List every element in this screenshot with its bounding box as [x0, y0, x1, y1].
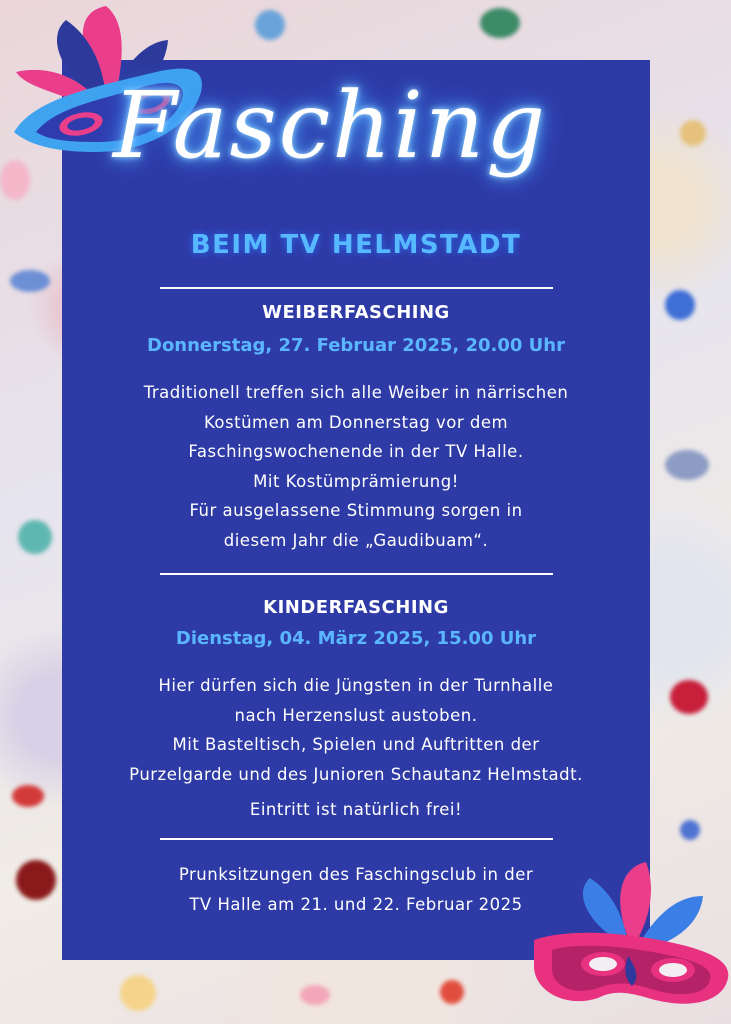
- confetti-dot: [670, 680, 708, 714]
- event-description: [62, 378, 650, 555]
- confetti-dot: [255, 10, 285, 40]
- confetti-dot: [440, 980, 464, 1004]
- carnival-mask-icon: [528, 858, 731, 1018]
- confetti-dot: [300, 985, 330, 1005]
- confetti-dot: [120, 975, 156, 1011]
- event-description: [62, 671, 650, 789]
- confetti-dot: [10, 270, 50, 292]
- confetti-dot: [480, 8, 520, 38]
- confetti-dot: [665, 450, 709, 480]
- page-title: Fasching: [113, 72, 547, 179]
- event-date: Dienstag, 04. März 2025, 15.00 Uhr: [175, 628, 537, 649]
- divider: [160, 838, 553, 840]
- event-heading: WEIBERFASCHING: [262, 302, 450, 323]
- description-line: Traditionell treffen sich alle Weiber in närrischen: [143, 383, 569, 402]
- confetti-dot: [16, 860, 56, 900]
- description-line: Mit Kostümprämierung!: [253, 471, 459, 491]
- event-note: Eintritt ist natürlich frei!: [249, 800, 463, 819]
- confetti-dot: [18, 520, 52, 554]
- divider: [160, 287, 553, 289]
- footer-line: TV Halle am 21. und 22. Februar 2025: [189, 894, 523, 914]
- description-line: Kostümen am Donnerstag vor dem: [203, 412, 509, 432]
- description-line: diesem Jahr die „Gaudibuam“.: [223, 530, 489, 550]
- event-heading: KINDERFASCHING: [263, 597, 449, 618]
- description-line: Hier dürfen sich die Jüngsten in der Turnhalle: [158, 676, 554, 695]
- page-subtitle: BEIM TV HELMSTADT: [190, 230, 522, 260]
- confetti-dot: [12, 785, 44, 807]
- description-line: Für ausgelassene Stimmung sorgen in: [189, 501, 523, 520]
- description-line: Mit Basteltisch, Spielen und Auftritten der: [172, 735, 540, 754]
- description-line: nach Herzenslust austoben.: [234, 705, 478, 725]
- divider: [160, 573, 553, 575]
- description-line: Faschingswochenende in der TV Halle.: [188, 442, 524, 461]
- footer-line: Prunksitzungen des Faschingsclub in der: [178, 865, 534, 884]
- confetti-dot: [680, 820, 700, 840]
- event-date: Donnerstag, 27. Februar 2025, 20.00 Uhr: [147, 335, 565, 356]
- confetti-dot: [680, 120, 706, 146]
- confetti-dot: [665, 290, 695, 320]
- description-line: Purzelgarde und des Junioren Schautanz Helmstadt.: [129, 764, 583, 784]
